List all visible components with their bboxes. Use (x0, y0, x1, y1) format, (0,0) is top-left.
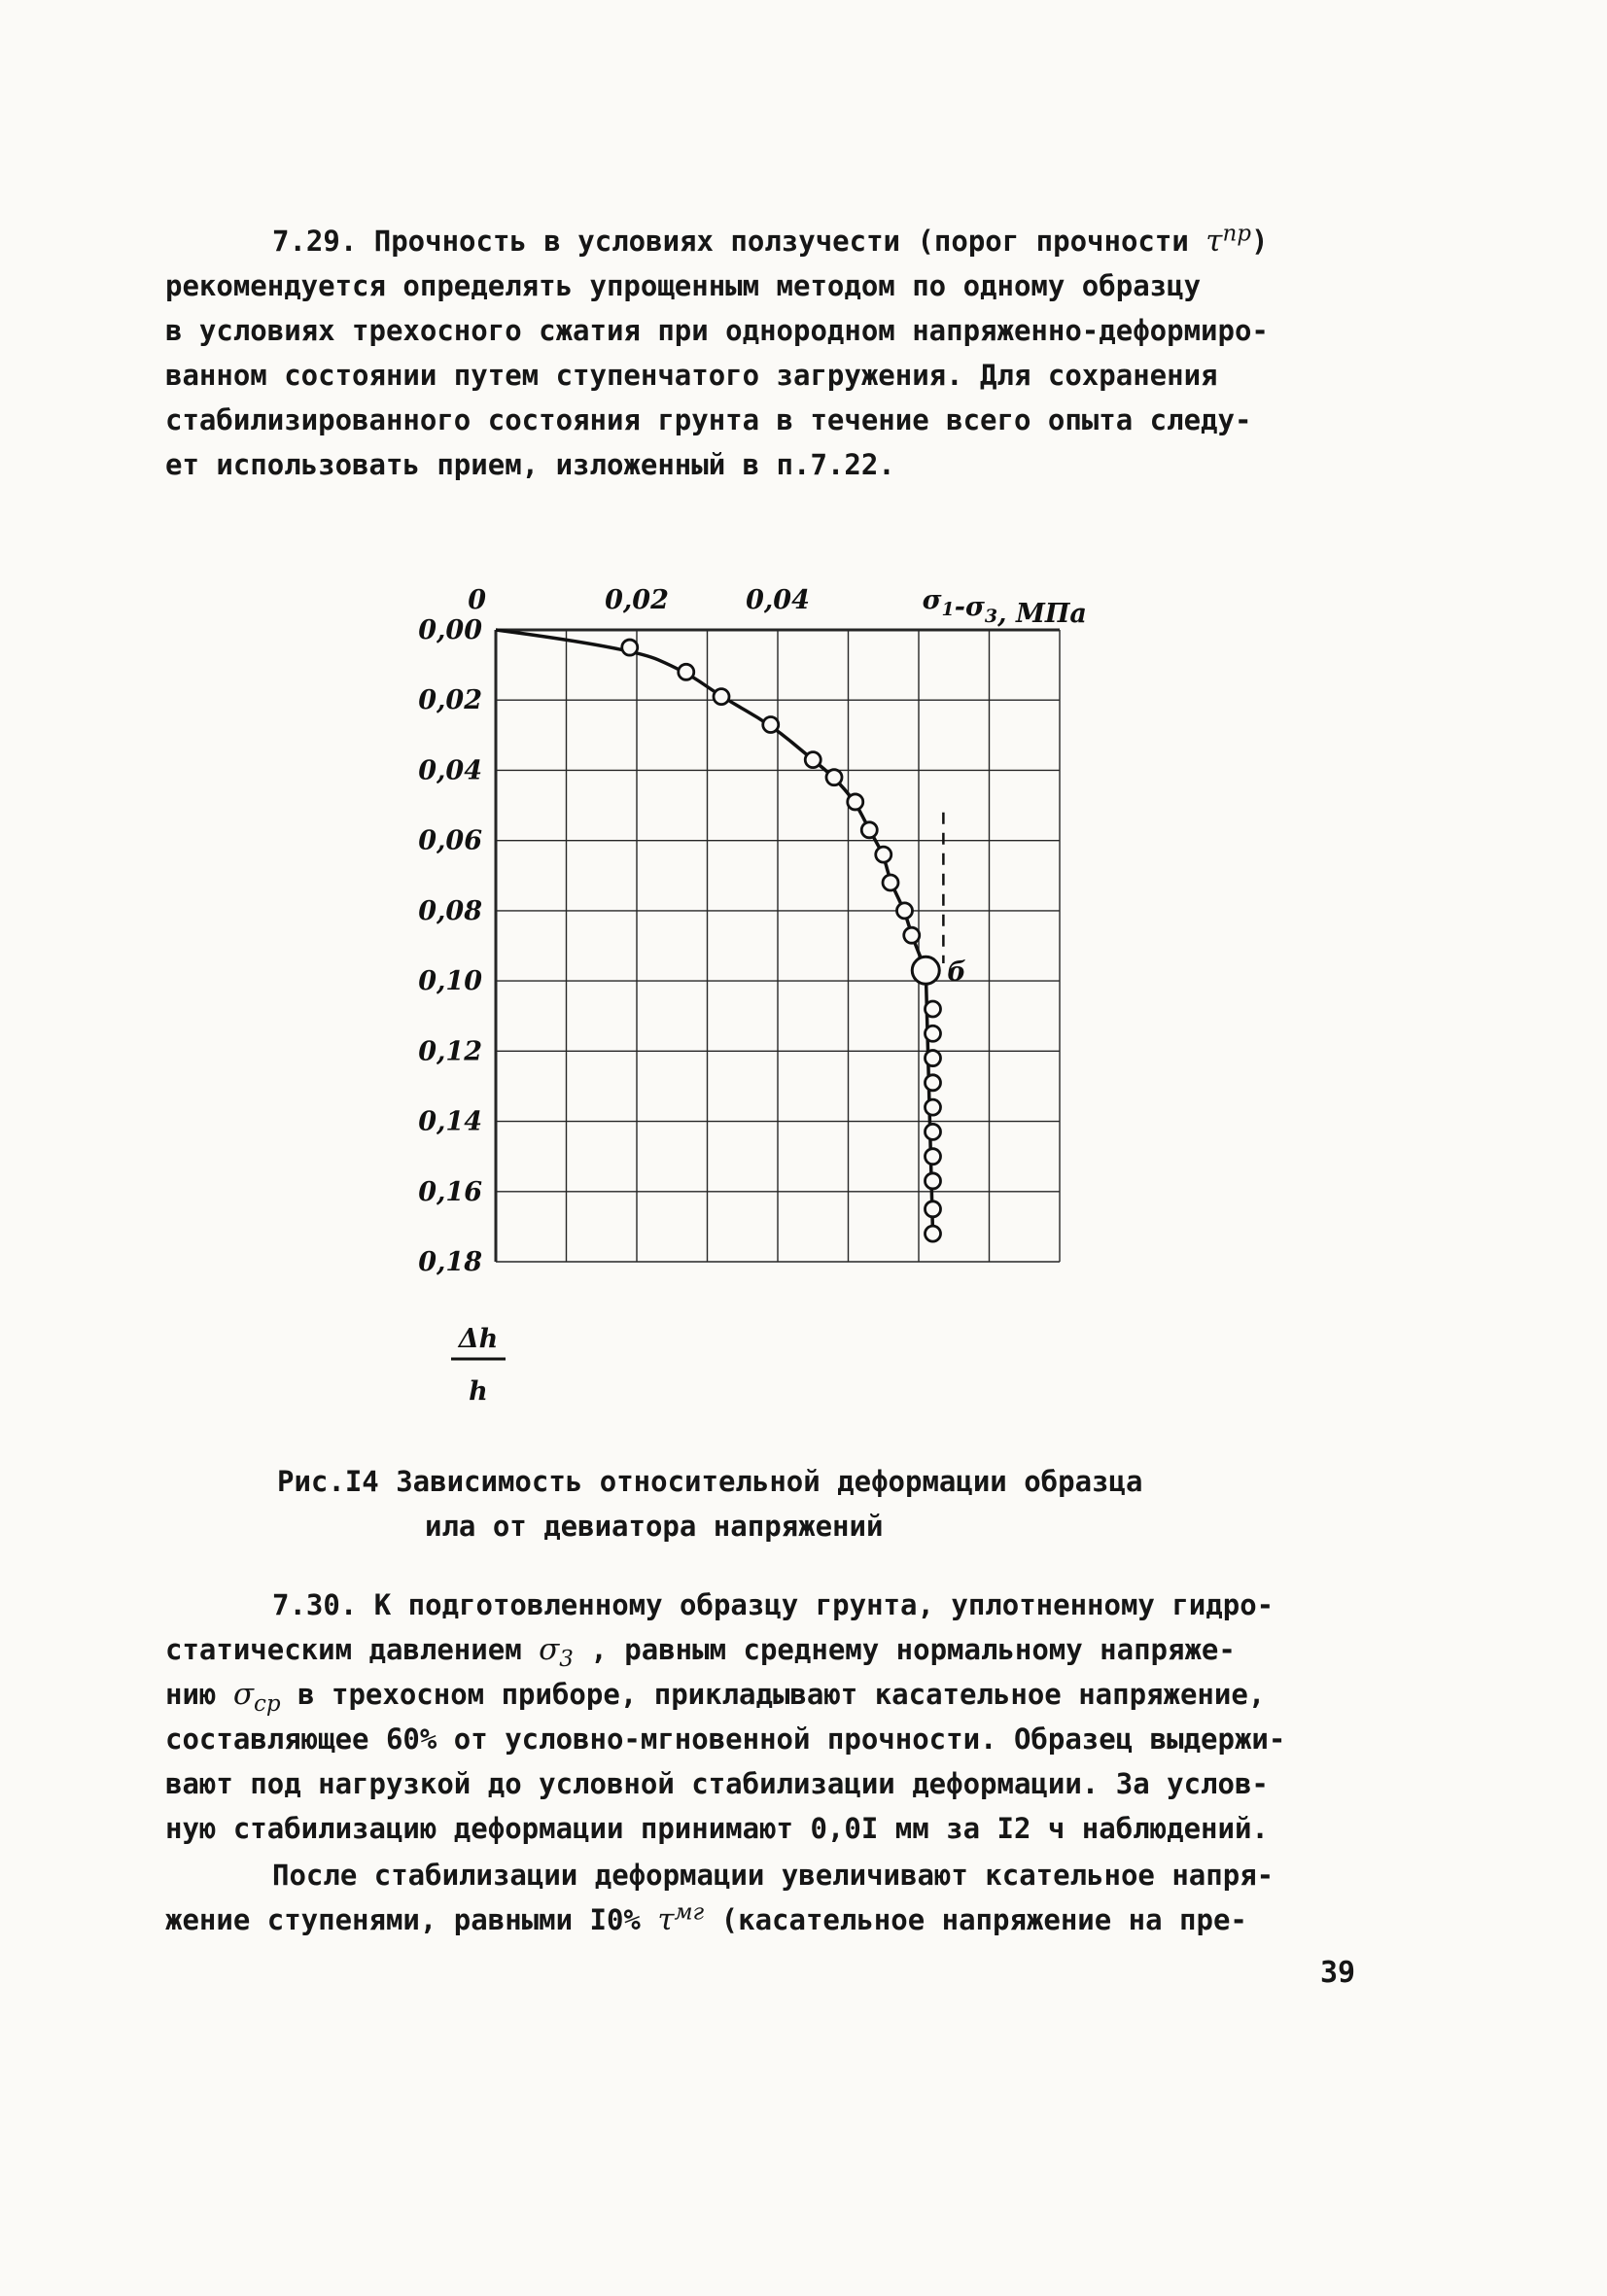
formula-tau-superscript: пр (1222, 221, 1251, 247)
formula-sigma-subscript: ср (254, 1690, 281, 1717)
paragraph-7-30 (165, 1583, 1285, 1851)
text-line: ную стабилизацию деформации принимают 0,0I мм за I2 ч наблюдений. (165, 1812, 1269, 1845)
creep-curve-line (496, 630, 933, 1234)
text-line: 7.30. К подготовленному образцу грунта, уплотненному гидро- (272, 1588, 1275, 1621)
text-line: После стабилизации деформации увеличивают ксательное напря- (272, 1859, 1275, 1892)
text-segment: в трехосном приборе, прикладывают касательное напряжение, (280, 1678, 1266, 1711)
chart-axis-labels (418, 585, 1087, 1407)
formula-sigma-subscript: 3 (559, 1646, 574, 1672)
svg-text:0,14: 0,14 (418, 1106, 482, 1137)
text-line (165, 1672, 1285, 1717)
figure-14-chart (408, 562, 1167, 1417)
text-line: вают под нагрузкой до условной стабилизации деформации. За услов- (165, 1767, 1269, 1800)
text-line: составляющее 60% от условно-мгновенной прочности. Образец выдержи- (165, 1722, 1286, 1756)
text-segment: ) (1250, 225, 1269, 258)
special-point-b (912, 957, 939, 984)
svg-text:б: б (947, 957, 966, 988)
text-segment: статическим давлением (165, 1633, 540, 1666)
text-line: рекомендуется определять упрощенным методом по одному образцу (165, 269, 1202, 302)
formula-tau-symbol: τ (657, 1902, 675, 1937)
text-segment: нию (165, 1678, 233, 1711)
formula-sigma-symbol: σ (539, 1632, 560, 1667)
text-line: стабилизированного состояния грунта в течение всего опыта следу- (165, 403, 1252, 436)
caption-line: ила от девиатора напряжений (425, 1510, 884, 1543)
svg-text:0,02: 0,02 (605, 585, 669, 615)
data-points (622, 640, 941, 1241)
text-line: ет использовать прием, изложенный в п.7.22. (165, 448, 895, 481)
page-number: 39 (1320, 1956, 1356, 1990)
text-segment: (касательное напряжение на пре- (704, 1903, 1247, 1936)
formula-tau-superscript: мг (674, 1899, 705, 1926)
svg-text:0,00: 0,00 (418, 615, 482, 645)
figure-caption (277, 1458, 1142, 1548)
text-line (165, 219, 1269, 263)
svg-text:0,18: 0,18 (418, 1247, 482, 1277)
caption-line: Рис.I4 Зависимость относительной деформации образца (277, 1465, 1143, 1498)
text-segment: 7.29. Прочность в условиях ползучести (порог прочности (272, 225, 1206, 258)
svg-text:0,06: 0,06 (418, 825, 482, 856)
svg-text:0,08: 0,08 (418, 895, 482, 926)
text-line (165, 1627, 1285, 1672)
text-line: ванном состоянии путем ступенчатого загружения. Для сохранения (165, 359, 1218, 392)
paragraph-7-30-continued (165, 1853, 1274, 1942)
svg-text:0,16: 0,16 (418, 1176, 482, 1207)
svg-text:0: 0 (468, 585, 486, 615)
text-segment: , равным среднему нормальному напряже- (573, 1633, 1236, 1666)
formula-tau-symbol: τ (1205, 224, 1223, 259)
formula-sigma-symbol: σ (232, 1677, 255, 1712)
svg-text:h: h (469, 1376, 488, 1407)
svg-text:0,04: 0,04 (746, 585, 810, 615)
svg-text:0,04: 0,04 (418, 755, 482, 786)
svg-text:0,02: 0,02 (418, 685, 482, 716)
text-line: в условиях трехосного сжатия при однородном напряженно-деформиро- (165, 314, 1269, 347)
x-axis-title: $\sigma_1-\sigma_3$, МПа (922, 585, 1087, 629)
svg-text:0,12: 0,12 (418, 1036, 482, 1067)
svg-text:Δh: Δh (458, 1324, 499, 1354)
text-line (165, 1897, 1274, 1942)
text-segment: жение ступенями, равными I0% (165, 1903, 658, 1936)
svg-text:0,10: 0,10 (418, 966, 482, 997)
paragraph-7-29 (165, 219, 1269, 487)
